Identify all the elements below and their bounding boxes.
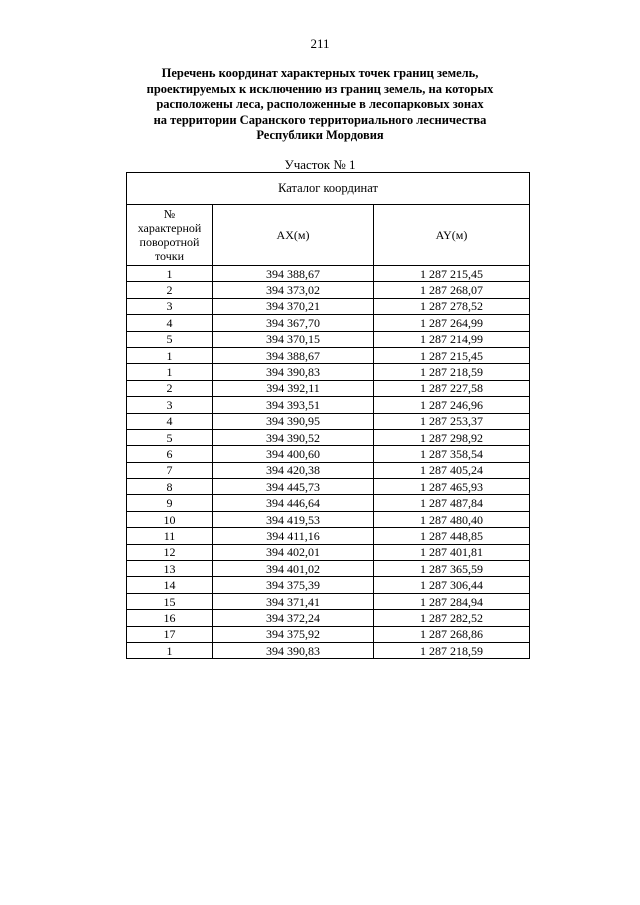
x-coordinate-cell: 394 371,41 [213,593,374,609]
table-row [127,495,530,511]
table-row [127,577,530,593]
point-number-cell: 5 [127,331,213,347]
x-coordinate-cell: 394 392,11 [213,380,374,396]
point-header-line: № [163,207,176,221]
point-header-line: точки [154,249,185,263]
table-row [127,544,530,560]
y-coordinate-cell: 1 287 465,93 [374,479,530,495]
title-line: Перечень координат характерных точек границ земель, [161,66,479,80]
point-number-cell: 11 [127,528,213,544]
catalog-header-row [127,173,530,205]
x-coordinate-cell: 394 411,16 [213,528,374,544]
table-row [127,364,530,380]
table-row [127,380,530,396]
x-coordinate-cell: 394 388,67 [213,347,374,363]
point-number-cell: 2 [127,380,213,396]
table-row [127,282,530,298]
table-row [127,561,530,577]
point-number-cell: 1 [127,347,213,363]
x-coordinate-cell: 394 446,64 [213,495,374,511]
table-row [127,511,530,527]
y-coordinate-cell: 1 287 253,37 [374,413,530,429]
point-number-cell: 2 [127,282,213,298]
point-number-cell: 17 [127,626,213,642]
x-coordinate-cell: 394 370,21 [213,298,374,314]
point-number-cell: 3 [127,397,213,413]
y-coordinate-cell: 1 287 480,40 [374,511,530,527]
y-coordinate-cell: 1 287 298,92 [374,429,530,445]
coordinates-body [127,266,530,659]
x-coordinate-cell: 394 419,53 [213,511,374,527]
table-row [127,446,530,462]
point-number-cell: 1 [127,642,213,658]
y-coordinate-cell: 1 287 227,58 [374,380,530,396]
point-number-cell: 12 [127,544,213,560]
table-row [127,413,530,429]
x-coordinate-cell: 394 445,73 [213,479,374,495]
x-coordinate-cell: 394 402,01 [213,544,374,560]
x-coordinate-cell: 394 420,38 [213,462,374,478]
point-number-cell: 9 [127,495,213,511]
y-coordinate-cell: 1 287 215,45 [374,266,530,282]
y-coordinate-cell: 1 287 215,45 [374,347,530,363]
x-coordinate-cell: 394 388,67 [213,266,374,282]
point-header-line: поворотной [139,235,200,249]
y-coordinate-cell: 1 287 214,99 [374,331,530,347]
y-coordinate-cell: 1 287 405,24 [374,462,530,478]
point-number-cell: 10 [127,511,213,527]
x-coordinate-cell: 394 375,92 [213,626,374,642]
point-number-cell: 7 [127,462,213,478]
x-coordinate-cell: 394 401,02 [213,561,374,577]
y-coordinate-cell: 1 287 278,52 [374,298,530,314]
point-number-cell: 4 [127,315,213,331]
point-number-cell: 14 [127,577,213,593]
table-row [127,331,530,347]
x-coordinate-cell: 394 390,83 [213,642,374,658]
x-coordinate-cell: 394 390,95 [213,413,374,429]
x-coordinate-cell: 394 373,02 [213,282,374,298]
x-coordinate-cell: 394 367,70 [213,315,374,331]
table-row [127,462,530,478]
y-coordinate-cell: 1 287 448,85 [374,528,530,544]
y-coordinate-header: AY(м) [374,205,530,266]
table-row [127,479,530,495]
x-coordinate-cell: 394 370,15 [213,331,374,347]
y-coordinate-cell: 1 287 365,59 [374,561,530,577]
y-coordinate-cell: 1 287 284,94 [374,593,530,609]
title-line: проектируемых к исключению из границ земель, на которых [146,81,494,96]
x-coordinate-header: AX(м) [213,205,374,266]
y-coordinate-cell: 1 287 401,81 [374,544,530,560]
point-header-line: характерной [137,221,202,235]
x-coordinate-cell: 394 400,60 [213,446,374,462]
table-row [127,347,530,363]
y-coordinate-cell: 1 287 218,59 [374,364,530,380]
x-coordinate-cell: 394 390,52 [213,429,374,445]
table-row [127,298,530,314]
point-number-header [127,205,213,266]
point-number-cell: 5 [127,429,213,445]
point-number-cell: 4 [127,413,213,429]
y-coordinate-cell: 1 287 218,59 [374,642,530,658]
column-header-row [127,205,530,266]
y-coordinate-cell: 1 287 268,07 [374,282,530,298]
y-coordinate-cell: 1 287 264,99 [374,315,530,331]
table-row [127,528,530,544]
table-row [127,266,530,282]
x-coordinate-cell: 394 375,39 [213,577,374,593]
x-coordinate-cell: 394 393,51 [213,397,374,413]
title-line: Республики Мордовия [256,128,384,142]
y-coordinate-cell: 1 287 268,86 [374,626,530,642]
point-number-cell: 1 [127,364,213,380]
point-number-cell: 13 [127,561,213,577]
point-number-cell: 6 [127,446,213,462]
y-coordinate-cell: 1 287 306,44 [374,577,530,593]
document-title [0,66,640,144]
table-row [127,315,530,331]
y-coordinate-cell: 1 287 282,52 [374,610,530,626]
x-coordinate-cell: 394 372,24 [213,610,374,626]
y-coordinate-cell: 1 287 487,84 [374,495,530,511]
table-row [127,626,530,642]
point-number-cell: 3 [127,298,213,314]
page-number: 211 [310,36,330,51]
x-coordinate-cell: 394 390,83 [213,364,374,380]
y-coordinate-cell: 1 287 358,54 [374,446,530,462]
point-number-cell: 1 [127,266,213,282]
catalog-header: Каталог координат [127,173,530,205]
coordinates-table [126,172,530,659]
table-row [127,642,530,658]
point-number-cell: 15 [127,593,213,609]
point-number-cell: 16 [127,610,213,626]
table-row [127,593,530,609]
table-row [127,429,530,445]
table-row [127,397,530,413]
point-number-cell: 8 [127,479,213,495]
title-line: расположены леса, расположенные в лесопарковых зонах [156,97,484,111]
table-row [127,610,530,626]
y-coordinate-cell: 1 287 246,96 [374,397,530,413]
plot-label: Участок № 1 [284,157,356,172]
title-line: на территории Саранского территориального лесничества [153,112,487,127]
